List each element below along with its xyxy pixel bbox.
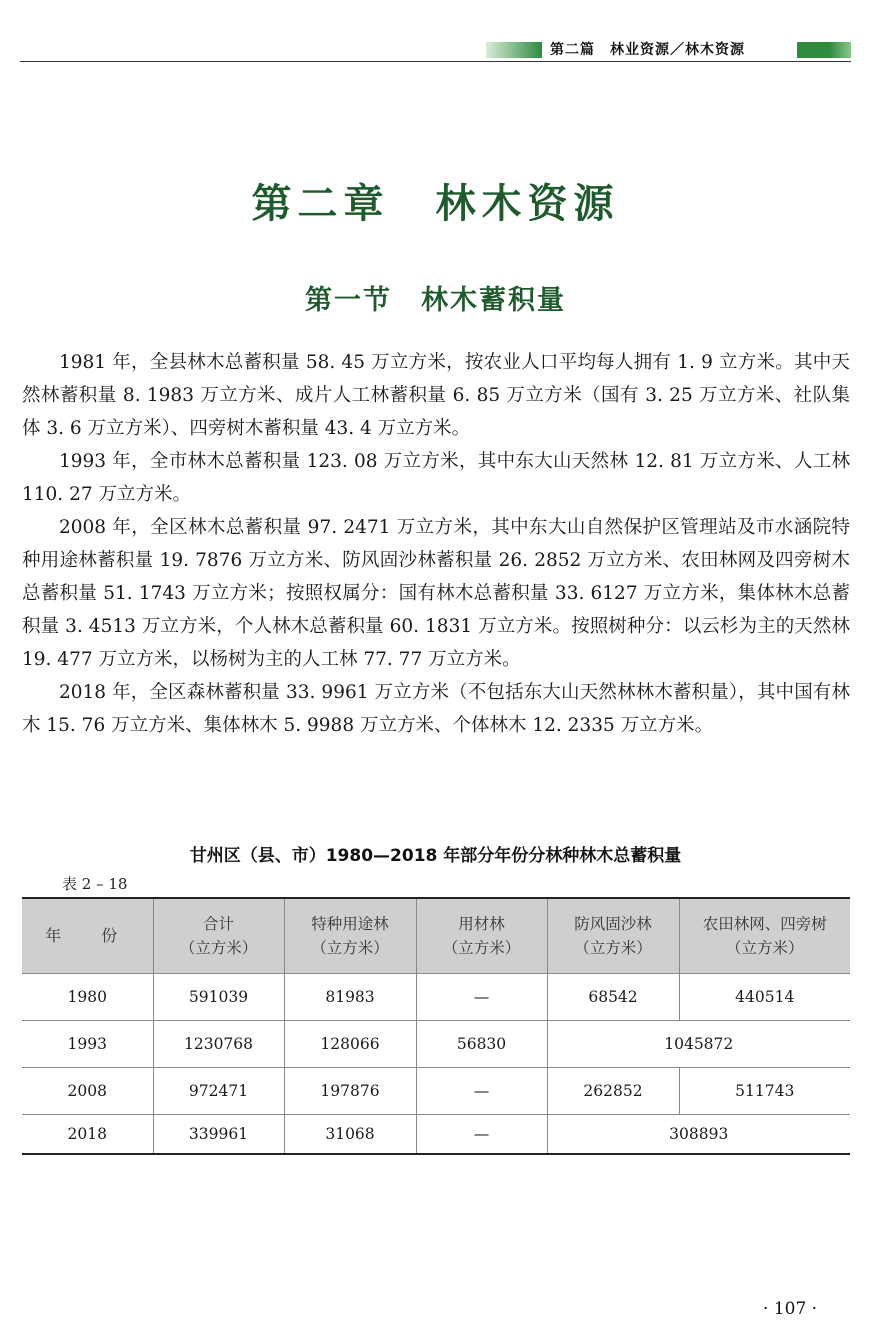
chapter-title: 第二章 林木资源 [251,181,620,227]
header-windbreak: 防风固沙林 （立方米） [547,898,679,974]
cell-special: 81983 [284,974,416,1021]
table-row [22,974,850,1021]
table-number: 表 2 – 18 [62,875,128,893]
header-timber: 用材林 （立方米） [416,898,547,974]
cell-special: 128066 [284,1021,416,1068]
paragraph-2008: 2008 年，全区林木总蓄积量 97. 2471 万立方米，其中东大山自然保护区管理站及市水涵院特种用途林蓄积量 19. 7876 万立方米、防风固沙林蓄积量 26. 2852 万立方米、农田林网及四旁树木总蓄积量 51. 1743 万立方米；按照权属分：国有林木总蓄积量 33. 6127 万立方米，集体林木总蓄积量 3. 4513 万立方米，个人林木总蓄积量 60. 1831 万立方米。按照树种分：以云杉为主的天然林 19. 477 万立方米，以杨树为主的人工林 77. 77 万立方米。 [22,517,850,670]
running-title: 第二篇 林业资源／林木资源 [550,42,745,58]
cell-total: 339961 [153,1115,284,1155]
header-farmland-network: 农田林网、四旁树 （立方米） [679,898,850,974]
cell-year: 1980 [22,974,153,1021]
cell-combined: 308893 [547,1115,850,1155]
table-header-row [22,898,850,974]
cell-total: 1230768 [153,1021,284,1068]
body-text [22,346,850,742]
cell-total: 972471 [153,1068,284,1115]
cell-windbreak: 262852 [547,1068,679,1115]
cell-special: 197876 [284,1068,416,1115]
table-row [22,1021,850,1068]
cell-timber: — [416,1115,547,1155]
cell-combined: 1045872 [547,1021,850,1068]
header-rule [20,61,851,62]
running-header [20,39,851,63]
section-title: 第一节 林木蓄积量 [305,285,566,316]
header-special-purpose: 特种用途林 （立方米） [284,898,416,974]
paragraph-1993: 1993 年，全市林木总蓄积量 123. 08 万立方米，其中东大山天然林 12. 81 万立方米、人工林 110. 27 万立方米。 [22,451,850,505]
cell-farmland: 440514 [679,974,850,1021]
cell-timber: — [416,974,547,1021]
header-year: 年 份 [22,898,153,974]
table-title: 甘州区（县、市）1980—2018 年部分年份分林种林木总蓄积量 [189,846,682,866]
page-number: · 107 · [763,1299,818,1319]
paragraph-2018: 2018 年，全区森林蓄积量 33. 9961 万立方米（不包括东大山天然林林木蓄积量），其中国有林木 15. 76 万立方米、集体林木 5. 9988 万立方米、个体林木 12. 2335 万立方米。 [22,682,850,736]
table-row [22,1115,850,1155]
header-decoration-left [486,42,542,58]
header-decoration-right [797,42,851,58]
cell-special: 31068 [284,1115,416,1155]
stock-volume-table [22,897,850,1155]
cell-farmland: 511743 [679,1068,850,1115]
cell-year: 1993 [22,1021,153,1068]
cell-windbreak: 68542 [547,974,679,1021]
cell-timber: 56830 [416,1021,547,1068]
header-total: 合计 （立方米） [153,898,284,974]
cell-year: 2018 [22,1115,153,1155]
cell-timber: — [416,1068,547,1115]
table-row [22,1068,850,1115]
cell-year: 2008 [22,1068,153,1115]
paragraph-1981: 1981 年，全县林木总蓄积量 58. 45 万立方米，按农业人口平均每人拥有 1. 9 立方米。其中天然林蓄积量 8. 1983 万立方米、成片人工林蓄积量 6. 85 万立方米（国有 3. 25 万立方米、社队集体 3. 6 万立方米）、四旁树木蓄积量 43. 4 万立方米。 [22,352,850,439]
cell-total: 591039 [153,974,284,1021]
